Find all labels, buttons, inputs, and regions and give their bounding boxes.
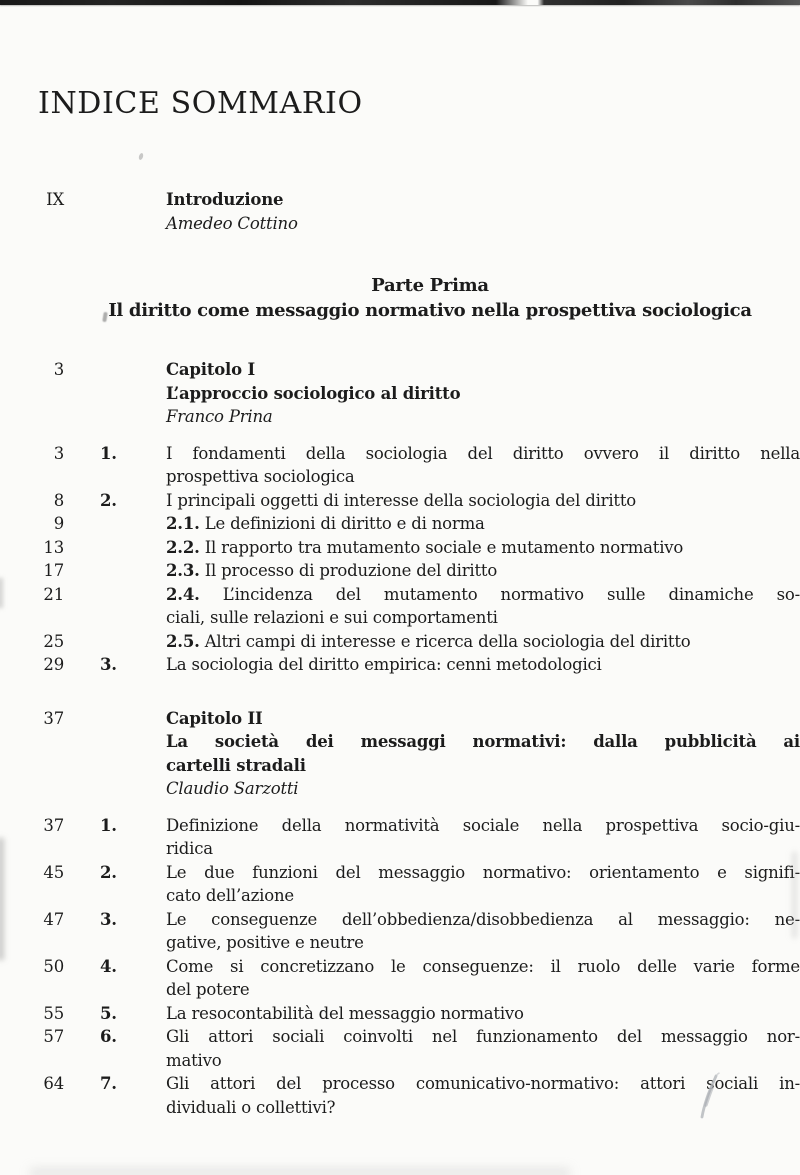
toc-entry-row <box>0 489 800 513</box>
toc-entry-row <box>0 814 800 861</box>
entry-text-line: 2.3. Il processo di produzione del diritto <box>166 561 498 580</box>
chapter-label: Capitolo II <box>166 708 263 728</box>
toc-entry-row <box>0 1025 800 1072</box>
intro-number-spacer <box>64 188 166 235</box>
entry-section-number: 5. <box>100 1003 117 1023</box>
chapter-number-spacer <box>64 707 166 801</box>
chapter-label: Capitolo I <box>166 360 255 379</box>
entry-text-line: 2.4. L’incidenza del mutamento normativo sulle dinamiche so- <box>166 584 800 604</box>
entry-page-number: 37 <box>43 815 64 835</box>
scan-smudge-artifact <box>0 578 3 608</box>
chapter-title-line: L’approccio sociologico al diritto <box>166 383 461 403</box>
entry-text-line: La sociologia del diritto empirica: cenni metodologici <box>166 655 602 674</box>
entry-text <box>166 908 800 955</box>
entry-text-line: I fondamenti della sociologia del diritto ovvero il diritto nella <box>166 443 800 463</box>
scan-speck-artifact <box>138 153 144 161</box>
entry-section-number <box>64 536 166 560</box>
entry-section-number: 7. <box>100 1074 117 1093</box>
entry-text-line: ciali, sulle relazioni e sui comportamenti <box>166 608 498 627</box>
entry-page-number: 17 <box>43 561 64 580</box>
toc-entry-row <box>0 630 800 654</box>
page-title: INDICE SOMMARIO <box>38 86 363 121</box>
toc-entry-row <box>0 955 800 1002</box>
toc-entry-row <box>0 512 800 536</box>
entry-page-number: 50 <box>43 956 64 976</box>
entry-text-line: Le conseguenze dell’obbedienza/disobbedienza al messaggio: ne- <box>166 909 800 929</box>
chapter-number-spacer <box>64 358 166 429</box>
entry-text-line: 2.5. Altri campi di interesse e ricerca della sociologia del diritto <box>166 631 691 651</box>
entry-text-line: Come si concretizzano le conseguenze: il ruolo delle varie forme <box>166 956 800 976</box>
chapter-title-line: cartelli stradali <box>166 755 306 775</box>
entry-text-line: 2.1. Le definizioni di diritto e di norma <box>166 514 485 533</box>
entry-section-number: 6. <box>100 1027 117 1046</box>
entry-page-number: 45 <box>43 862 64 882</box>
entry-section-number: 1. <box>100 815 117 835</box>
entry-page-number: 64 <box>43 1074 64 1093</box>
entry-page-number: 9 <box>53 514 64 533</box>
entry-text <box>166 442 800 489</box>
toc-entry-row <box>0 653 800 677</box>
chapter-entries <box>0 442 800 677</box>
chapters <box>0 358 800 1119</box>
entry-text-line: del potere <box>166 980 250 999</box>
entry-text-line: mativo <box>166 1050 222 1070</box>
entry-page-number: 29 <box>43 655 64 674</box>
chapter-heading-row <box>0 358 800 429</box>
part-subtitle: Il diritto come messaggio normativo nella prospettiva sociologica <box>108 300 752 321</box>
entry-page-number: 3 <box>53 443 64 463</box>
entry-page-number: 47 <box>43 909 64 929</box>
toc-entry-row <box>0 861 800 908</box>
entry-text <box>166 489 800 513</box>
entry-page-number: 13 <box>43 537 64 557</box>
entry-text <box>166 861 800 908</box>
chapter-section <box>0 707 800 1120</box>
entry-text-line: 2.2. Il rapporto tra mutamento sociale e mutamento normativo <box>166 537 684 557</box>
entry-section-number <box>64 630 166 654</box>
part-heading <box>0 273 800 323</box>
intro-author: Amedeo Cottino <box>166 213 298 233</box>
entry-text-line: prospettiva sociologica <box>166 467 355 486</box>
chapter-page-number: 37 <box>43 708 64 728</box>
entry-page-number: 25 <box>43 631 64 651</box>
toc-entry-row <box>0 442 800 489</box>
entry-section-number: 1. <box>100 443 117 463</box>
chapter-section <box>0 358 800 677</box>
entry-section-number: 3. <box>100 655 117 674</box>
chapter-title-line: La società dei messaggi normativi: dalla pubblicità ai <box>166 732 800 751</box>
scan-smudge-artifact <box>0 838 4 960</box>
toc-entry-row <box>0 536 800 560</box>
scan-edge-artifact <box>0 0 800 5</box>
entry-inline-number: 2.2. <box>166 537 200 557</box>
entry-inline-number: 2.4. <box>166 584 200 604</box>
entry-text <box>166 512 800 536</box>
entry-text <box>166 955 800 1002</box>
chapter-heading-row <box>0 707 800 801</box>
entry-section-number: 2. <box>100 490 117 510</box>
entry-page-number: 21 <box>43 584 64 604</box>
part-title: Parte Prima <box>371 275 489 296</box>
entry-text-line: cato dell’azione <box>166 886 294 905</box>
entry-text-line: Gli attori del processo comunicativo-normativo: attori sociali in- <box>166 1074 800 1093</box>
entry-text <box>166 559 800 583</box>
chapter-heading-text <box>166 707 800 801</box>
entry-text-line: La resocontabilità del messaggio normativo <box>166 1003 524 1023</box>
pen-mark-artifact <box>692 1072 726 1124</box>
entry-inline-number: 2.3. <box>166 561 200 580</box>
chapter-heading-text <box>166 358 800 429</box>
entry-text-line: ridica <box>166 839 213 858</box>
toc-entry-row <box>0 1072 800 1119</box>
entry-inline-number: 2.5. <box>166 631 200 651</box>
scan-smudge-artifact <box>30 1168 570 1175</box>
intro-text <box>166 188 800 235</box>
intro-title: Introduzione <box>166 190 284 209</box>
entry-text <box>166 583 800 630</box>
entry-text <box>166 1002 800 1026</box>
entry-inline-number: 2.1. <box>166 514 200 533</box>
entry-section-number <box>64 583 166 630</box>
chapter-author: Claudio Sarzotti <box>166 779 299 798</box>
entry-page-number: 57 <box>43 1027 64 1046</box>
entry-text-line: I principali oggetti di interesse della sociologia del diritto <box>166 490 637 510</box>
entry-section-number <box>64 512 166 536</box>
entry-text-line: Le due funzioni del messaggio normativo: orientamento e signifi- <box>166 862 800 882</box>
intro-row <box>0 188 800 235</box>
toc-entry-row <box>0 908 800 955</box>
chapter-entries <box>0 814 800 1120</box>
entry-text-line: Gli attori sociali coinvolti nel funzionamento del messaggio nor- <box>166 1027 800 1046</box>
toc-entry-row <box>0 583 800 630</box>
scan-smudge-artifact <box>792 852 797 938</box>
entry-text <box>166 1025 800 1072</box>
entry-text <box>166 814 800 861</box>
entry-section-number <box>64 559 166 583</box>
entry-text-line: dividuali o collettivi? <box>166 1097 336 1117</box>
entry-section-number: 4. <box>100 956 117 976</box>
entry-text-line: Definizione della normatività sociale nella prospettiva socio-giu- <box>166 815 800 835</box>
entry-page-number: 8 <box>53 490 64 510</box>
intro-page-number: IX <box>46 190 64 209</box>
chapter-author: Franco Prina <box>166 407 273 426</box>
chapter-page-number: 3 <box>53 360 64 379</box>
entry-section-number: 2. <box>100 862 117 882</box>
entry-page-number: 55 <box>43 1003 64 1023</box>
entry-section-number: 3. <box>100 909 117 929</box>
toc-entry-row <box>0 559 800 583</box>
entry-text <box>166 536 800 560</box>
entry-text-line: gative, positive e neutre <box>166 933 364 952</box>
toc-entry-row <box>0 1002 800 1026</box>
entry-text <box>166 630 800 654</box>
entry-text <box>166 653 800 677</box>
